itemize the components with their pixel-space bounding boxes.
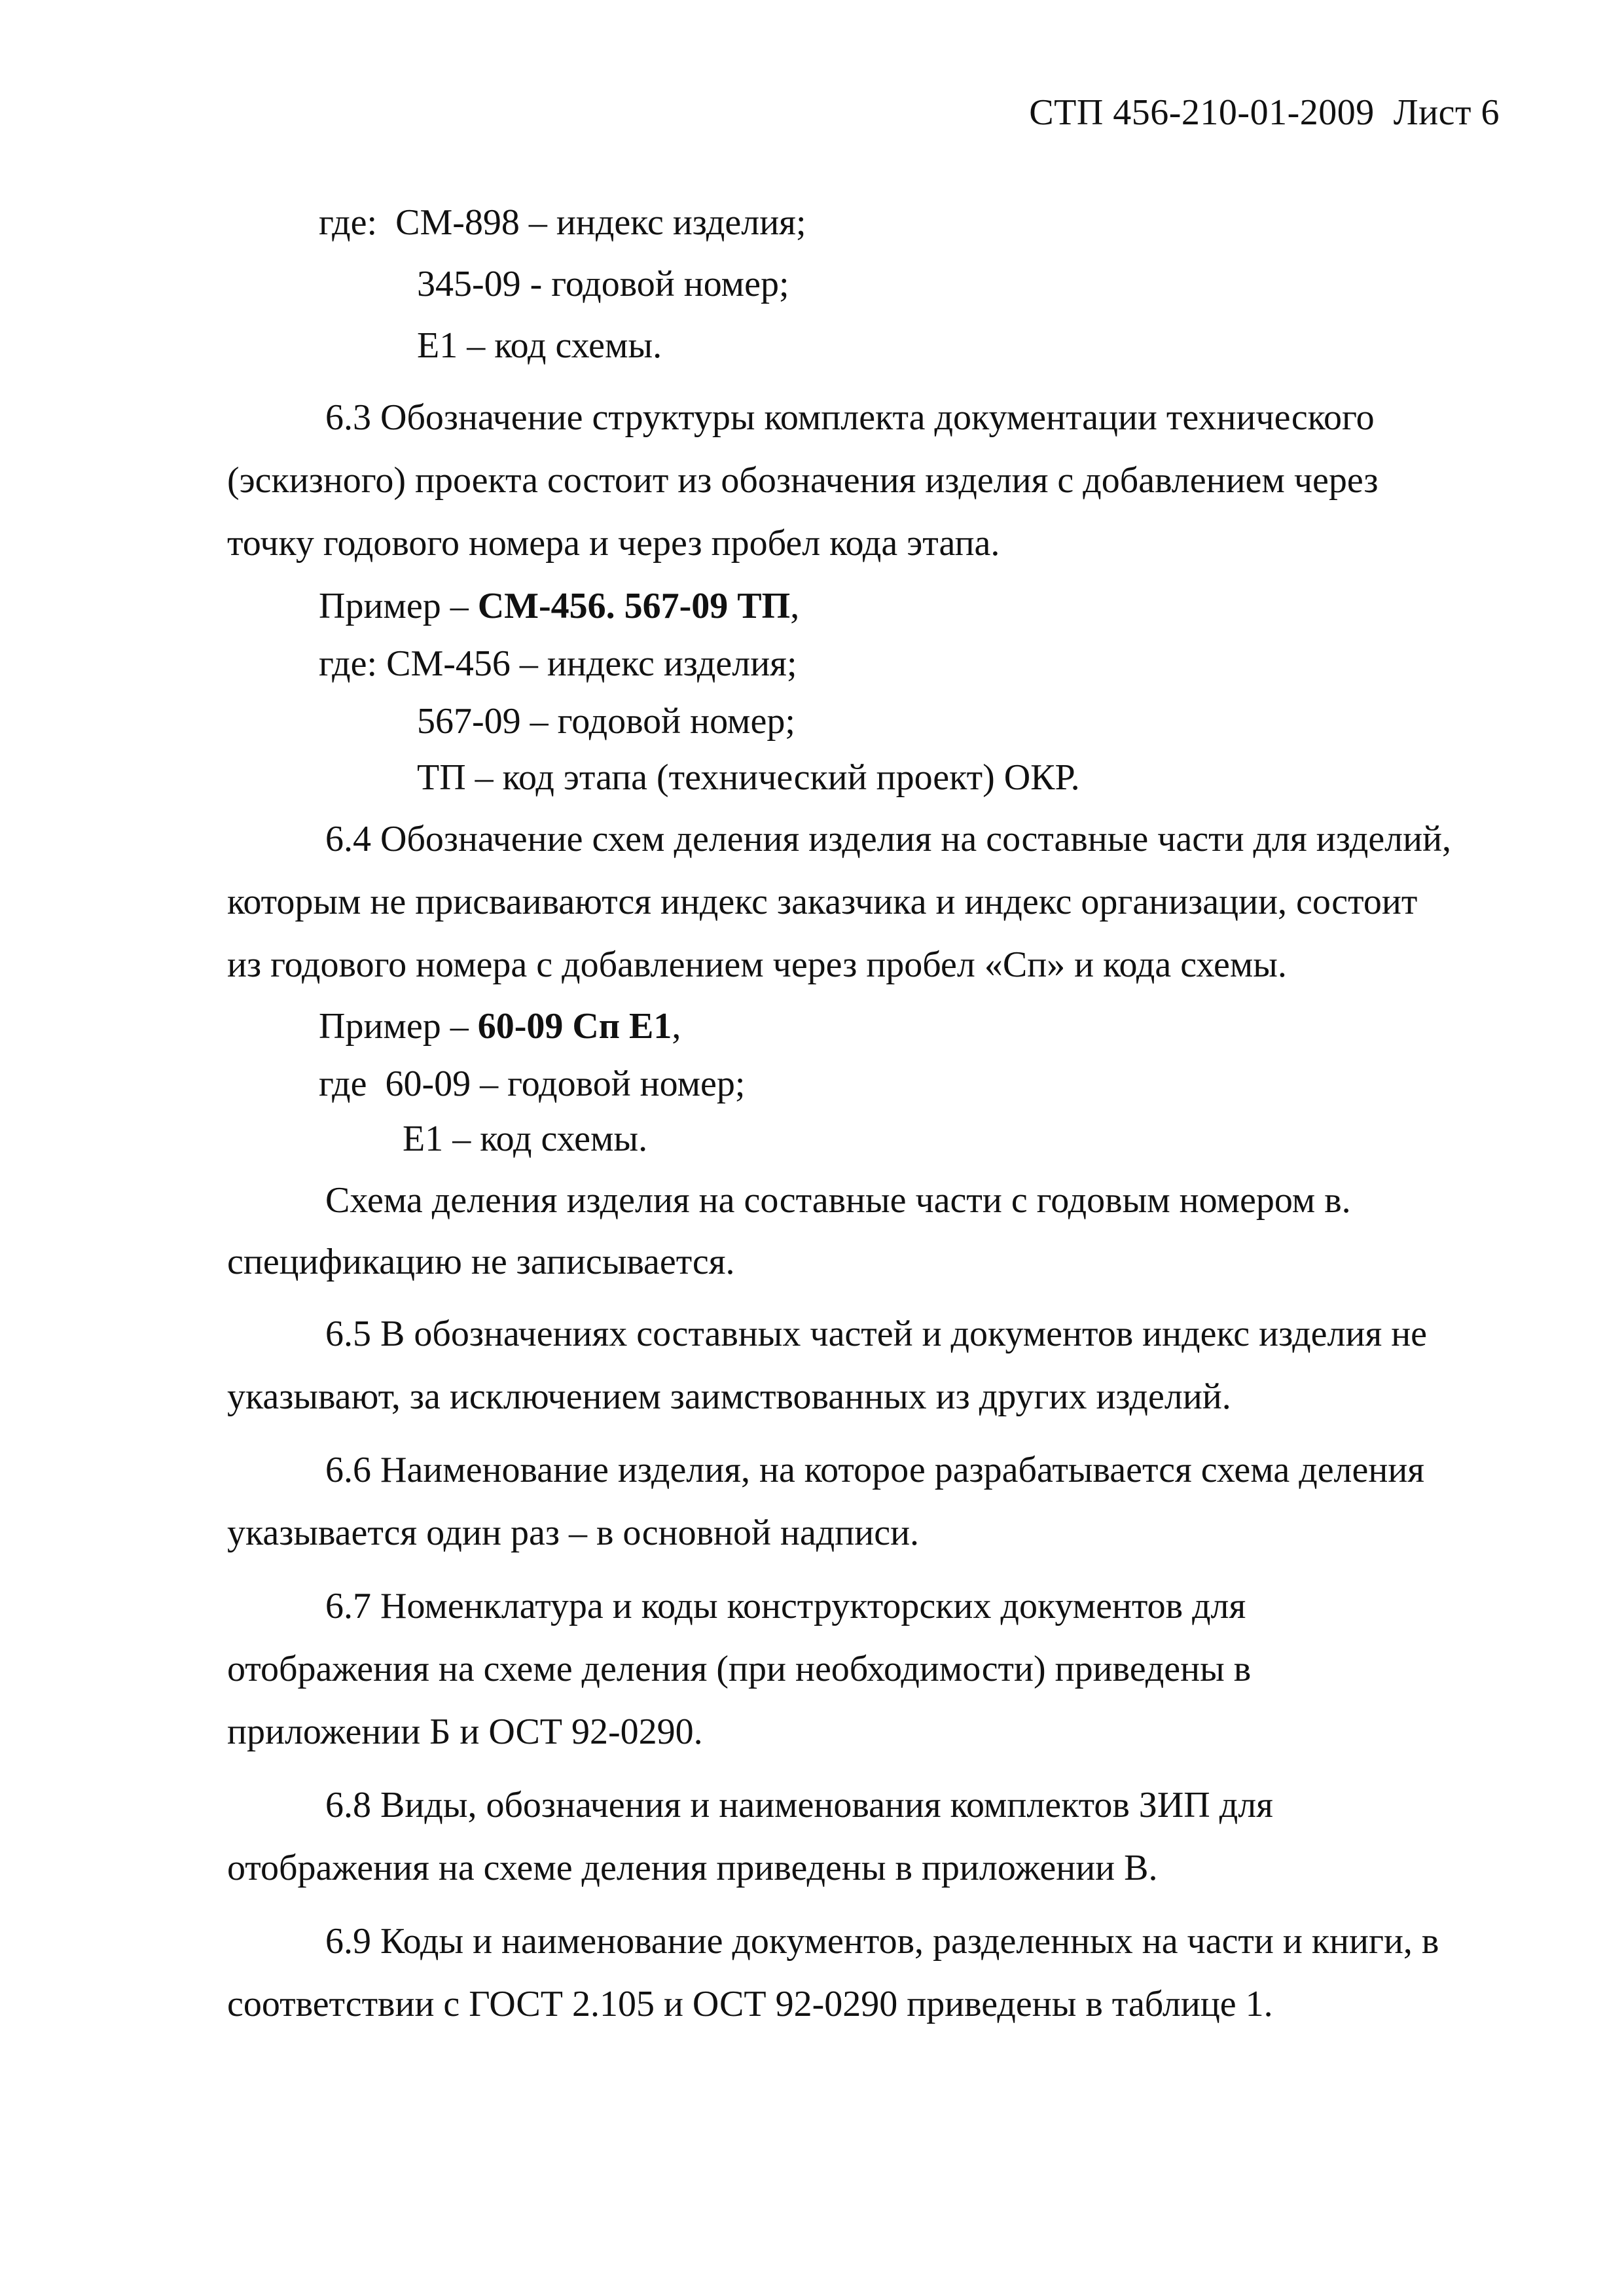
definition-item: ТП – код этапа (технический проект) ОКР. — [417, 757, 1080, 798]
definition-item: СМ-898 – индекс изделия; — [395, 202, 806, 243]
paragraph-6-8-line: отображения на схеме деления приведены в приложении В. — [227, 1848, 1158, 1888]
example-end: , — [790, 586, 800, 626]
example-line — [319, 1008, 681, 1045]
note-line: Схема деления изделия на составные части с годовым номером в. — [325, 1180, 1351, 1221]
definition-item: Е1 – код схемы. — [417, 325, 662, 366]
paragraph-6-4-line: которым не присваиваются индекс заказчика и индекс организации, состоит — [227, 882, 1418, 922]
paragraph-6-9-line: 6.9 Коды и наименование документов, разделенных на части и книги, в — [325, 1921, 1439, 1962]
example-end: , — [672, 1006, 681, 1047]
document-code: СТП 456-210-01-2009 — [1029, 92, 1375, 133]
paragraph-6-7-line: отображения на схеме деления (при необходимости) приведены в — [227, 1649, 1252, 1689]
definition-item: 567-09 – годовой номер; — [417, 701, 795, 742]
where-line-1 — [319, 204, 806, 241]
where-label: где — [319, 1064, 367, 1104]
paragraph-6-7-line: 6.7 Номенклатура и коды конструкторских документов для — [325, 1586, 1246, 1626]
paragraph-6-3-line: (эскизного) проекта состоит из обозначения изделия с добавлением через — [227, 460, 1379, 501]
example-label: Пример – — [319, 586, 478, 626]
where-label: где: — [319, 202, 378, 243]
where-label: где: — [319, 643, 378, 684]
definition-item: 345-09 - годовой номер; — [417, 264, 789, 304]
definition-item: 60-09 – годовой номер; — [385, 1064, 746, 1104]
paragraph-6-9-line: соответствии с ГОСТ 2.105 и ОСТ 92-0290 приведены в таблице 1. — [227, 1984, 1273, 2024]
paragraph-6-3-line: 6.3 Обозначение структуры комплекта документации технического — [325, 397, 1375, 438]
example-value: СМ-456. 567-09 ТП — [477, 586, 791, 626]
example-label: Пример – — [319, 1006, 478, 1047]
paragraph-6-6-line: 6.6 Наименование изделия, на которое разрабатывается схема деления — [325, 1450, 1425, 1490]
example-value: 60-09 Сп Е1 — [477, 1006, 672, 1047]
paragraph-6-3-line: точку годового номера и через пробел кода этапа. — [227, 523, 1000, 564]
paragraph-6-6-line: указывается один раз – в основной надписи. — [227, 1513, 920, 1553]
paragraph-6-8-line: 6.8 Виды, обозначения и наименования комплектов ЗИП для — [325, 1785, 1273, 1825]
paragraph-6-5-line: указывают, за исключением заимствованных из других изделий. — [227, 1376, 1231, 1417]
page-header — [1029, 92, 1500, 134]
paragraph-6-7-line: приложении Б и ОСТ 92-0290. — [227, 1712, 703, 1752]
paragraph-6-4-line: из годового номера с добавлением через пробел «Сп» и кода схемы. — [227, 944, 1287, 985]
paragraph-6-4-line: 6.4 Обозначение схем деления изделия на составные части для изделий, — [325, 819, 1452, 859]
where-line-3 — [319, 1066, 745, 1102]
sheet-number: Лист 6 — [1393, 92, 1500, 133]
paragraph-6-5-line: 6.5 В обозначениях составных частей и документов индекс изделия не — [325, 1314, 1428, 1354]
definition-item: Е1 – код схемы. — [403, 1119, 648, 1159]
note-line: спецификацию не записывается. — [227, 1242, 735, 1282]
where-line-2 — [319, 645, 797, 682]
definition-item: СМ-456 – индекс изделия; — [386, 643, 797, 684]
example-line — [319, 588, 799, 624]
